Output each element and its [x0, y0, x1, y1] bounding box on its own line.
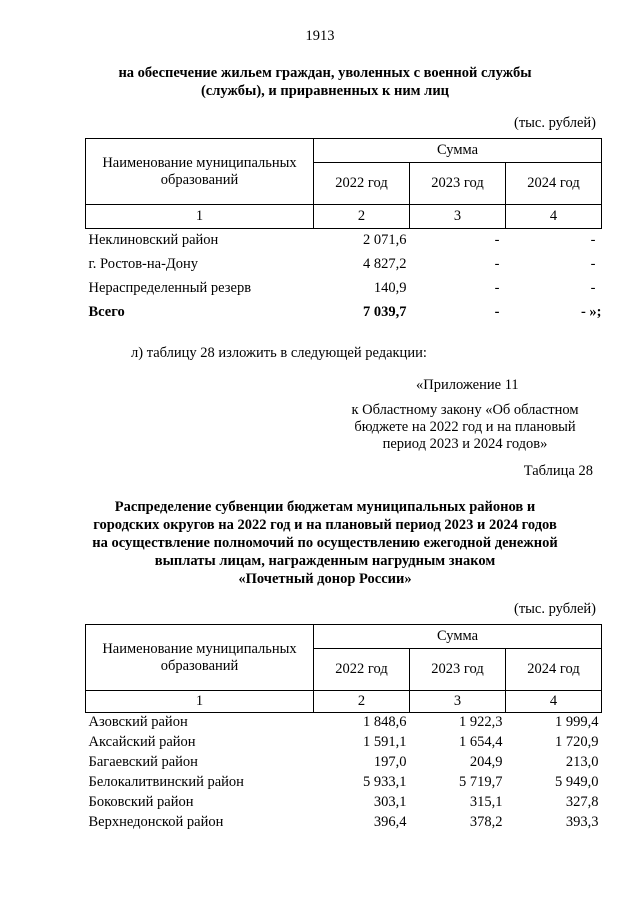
section2-title-line: Распределение субвенции бюджетам муниципальных районов и: [114, 499, 536, 515]
row-name: Боковский район: [88, 794, 194, 810]
row-value: 5 719,7: [459, 774, 503, 790]
row-name: Нераспределенный резерв: [88, 280, 252, 296]
table-housing: [85, 138, 602, 325]
amendment-paragraph: л) таблицу 28 изложить в следующей редакции:: [131, 345, 427, 361]
row-value: -: [590, 232, 596, 249]
row-value: 140,9: [373, 280, 407, 296]
header-year-2023: 2023 год: [410, 649, 506, 691]
table-row: [86, 229, 602, 253]
total-value: 7 039,7: [363, 304, 407, 320]
table-row: [86, 793, 602, 813]
row-value: 315,1: [469, 794, 503, 810]
section2-units: (тыс. рублей): [514, 601, 596, 617]
section2-title-line: выплаты лицам, награжденным нагрудным знаком: [154, 553, 496, 569]
row-value: -: [590, 256, 596, 272]
header-sum: Сумма: [314, 625, 602, 649]
section1-title-line: на обеспечение жильем граждан, уволенных с военной службы: [118, 65, 532, 81]
row-name: г. Ростов-на-Дону: [88, 256, 199, 272]
row-value: 396,4: [373, 814, 407, 830]
colnum: 1: [86, 691, 314, 713]
colnum: 1: [86, 205, 314, 229]
row-value: 1 999,4: [555, 714, 599, 731]
row-name: Багаевский район: [88, 754, 198, 770]
row-name: Аксайский район: [88, 734, 196, 750]
appendix-line: к Областному закону «Об областном: [351, 402, 579, 418]
colnum: 4: [506, 205, 602, 229]
row-value: 4 827,2: [363, 256, 407, 272]
row-value: 204,9: [469, 754, 503, 770]
header-name: Наименование муниципальных образований: [86, 625, 314, 691]
header-year-2022: 2022 год: [314, 163, 410, 205]
colnum: 2: [314, 691, 410, 713]
row-name: Неклиновский район: [88, 232, 219, 249]
section1-units: (тыс. рублей): [514, 115, 596, 131]
table-row: [86, 813, 602, 833]
row-value: -: [494, 232, 500, 249]
total-label: Всего: [88, 304, 125, 320]
row-value: 1 922,3: [459, 714, 503, 731]
row-value: -: [494, 280, 500, 296]
appendix-title: «Приложение 11: [416, 377, 519, 393]
header-year-2024: 2024 год: [506, 649, 602, 691]
row-value: 2 071,6: [363, 232, 407, 249]
table-row: [86, 253, 602, 277]
header-year-2024: 2024 год: [506, 163, 602, 205]
section1-title-line: (службы), и приравненных к ним лиц: [200, 83, 450, 99]
row-value: 197,0: [373, 754, 407, 770]
header-name: Наименование муниципальных образований: [86, 139, 314, 205]
row-value: 327,8: [565, 794, 599, 810]
row-value: 1 848,6: [363, 714, 407, 731]
row-value: 378,2: [469, 814, 503, 830]
section2-title: [90, 498, 560, 588]
row-name: Азовский район: [88, 714, 188, 731]
section2-title-line: на осуществление полномочий по осуществлению ежегодной денежной: [92, 535, 558, 551]
row-value: 393,3: [565, 814, 599, 830]
row-name: Верхнедонской район: [88, 814, 224, 830]
table-row: [86, 277, 602, 301]
colnum: 4: [506, 691, 602, 713]
table-number: Таблица 28: [523, 463, 593, 479]
section1-title: [90, 64, 560, 100]
row-value: 5 933,1: [363, 774, 407, 790]
section2-title-line: «Почетный донор России»: [238, 571, 412, 587]
appendix-reference: [342, 402, 588, 453]
colnum: 2: [314, 205, 410, 229]
appendix-line: период 2023 и 2024 годов»: [382, 436, 548, 452]
row-value: 1 720,9: [555, 734, 599, 750]
row-value: 213,0: [565, 754, 599, 770]
table-row: [86, 733, 602, 753]
section2-title-line: городских округов на 2022 год и на плановый период 2023 и 2024 годов: [93, 517, 557, 533]
header-year-2023: 2023 год: [410, 163, 506, 205]
row-value: 303,1: [373, 794, 407, 810]
row-value: -: [494, 256, 500, 272]
appendix-line: бюджете на 2022 год и на плановый: [354, 419, 576, 435]
row-value: 1 654,4: [459, 734, 503, 750]
header-sum: Сумма: [314, 139, 602, 163]
table-donor: [85, 624, 602, 833]
table-row: [86, 773, 602, 793]
page-number: 1913: [305, 28, 335, 44]
total-row: [86, 301, 602, 325]
header-year-2022: 2022 год: [314, 649, 410, 691]
table-row: [86, 753, 602, 773]
colnum: 3: [410, 691, 506, 713]
row-name: Белокалитвинский район: [88, 774, 244, 790]
row-value: 1 591,1: [363, 734, 407, 750]
total-value: -: [494, 304, 500, 320]
row-value: -: [590, 280, 596, 296]
table-row: [86, 713, 602, 733]
colnum: 3: [410, 205, 506, 229]
row-value: 5 949,0: [555, 774, 599, 790]
total-value: - »;: [580, 304, 602, 320]
